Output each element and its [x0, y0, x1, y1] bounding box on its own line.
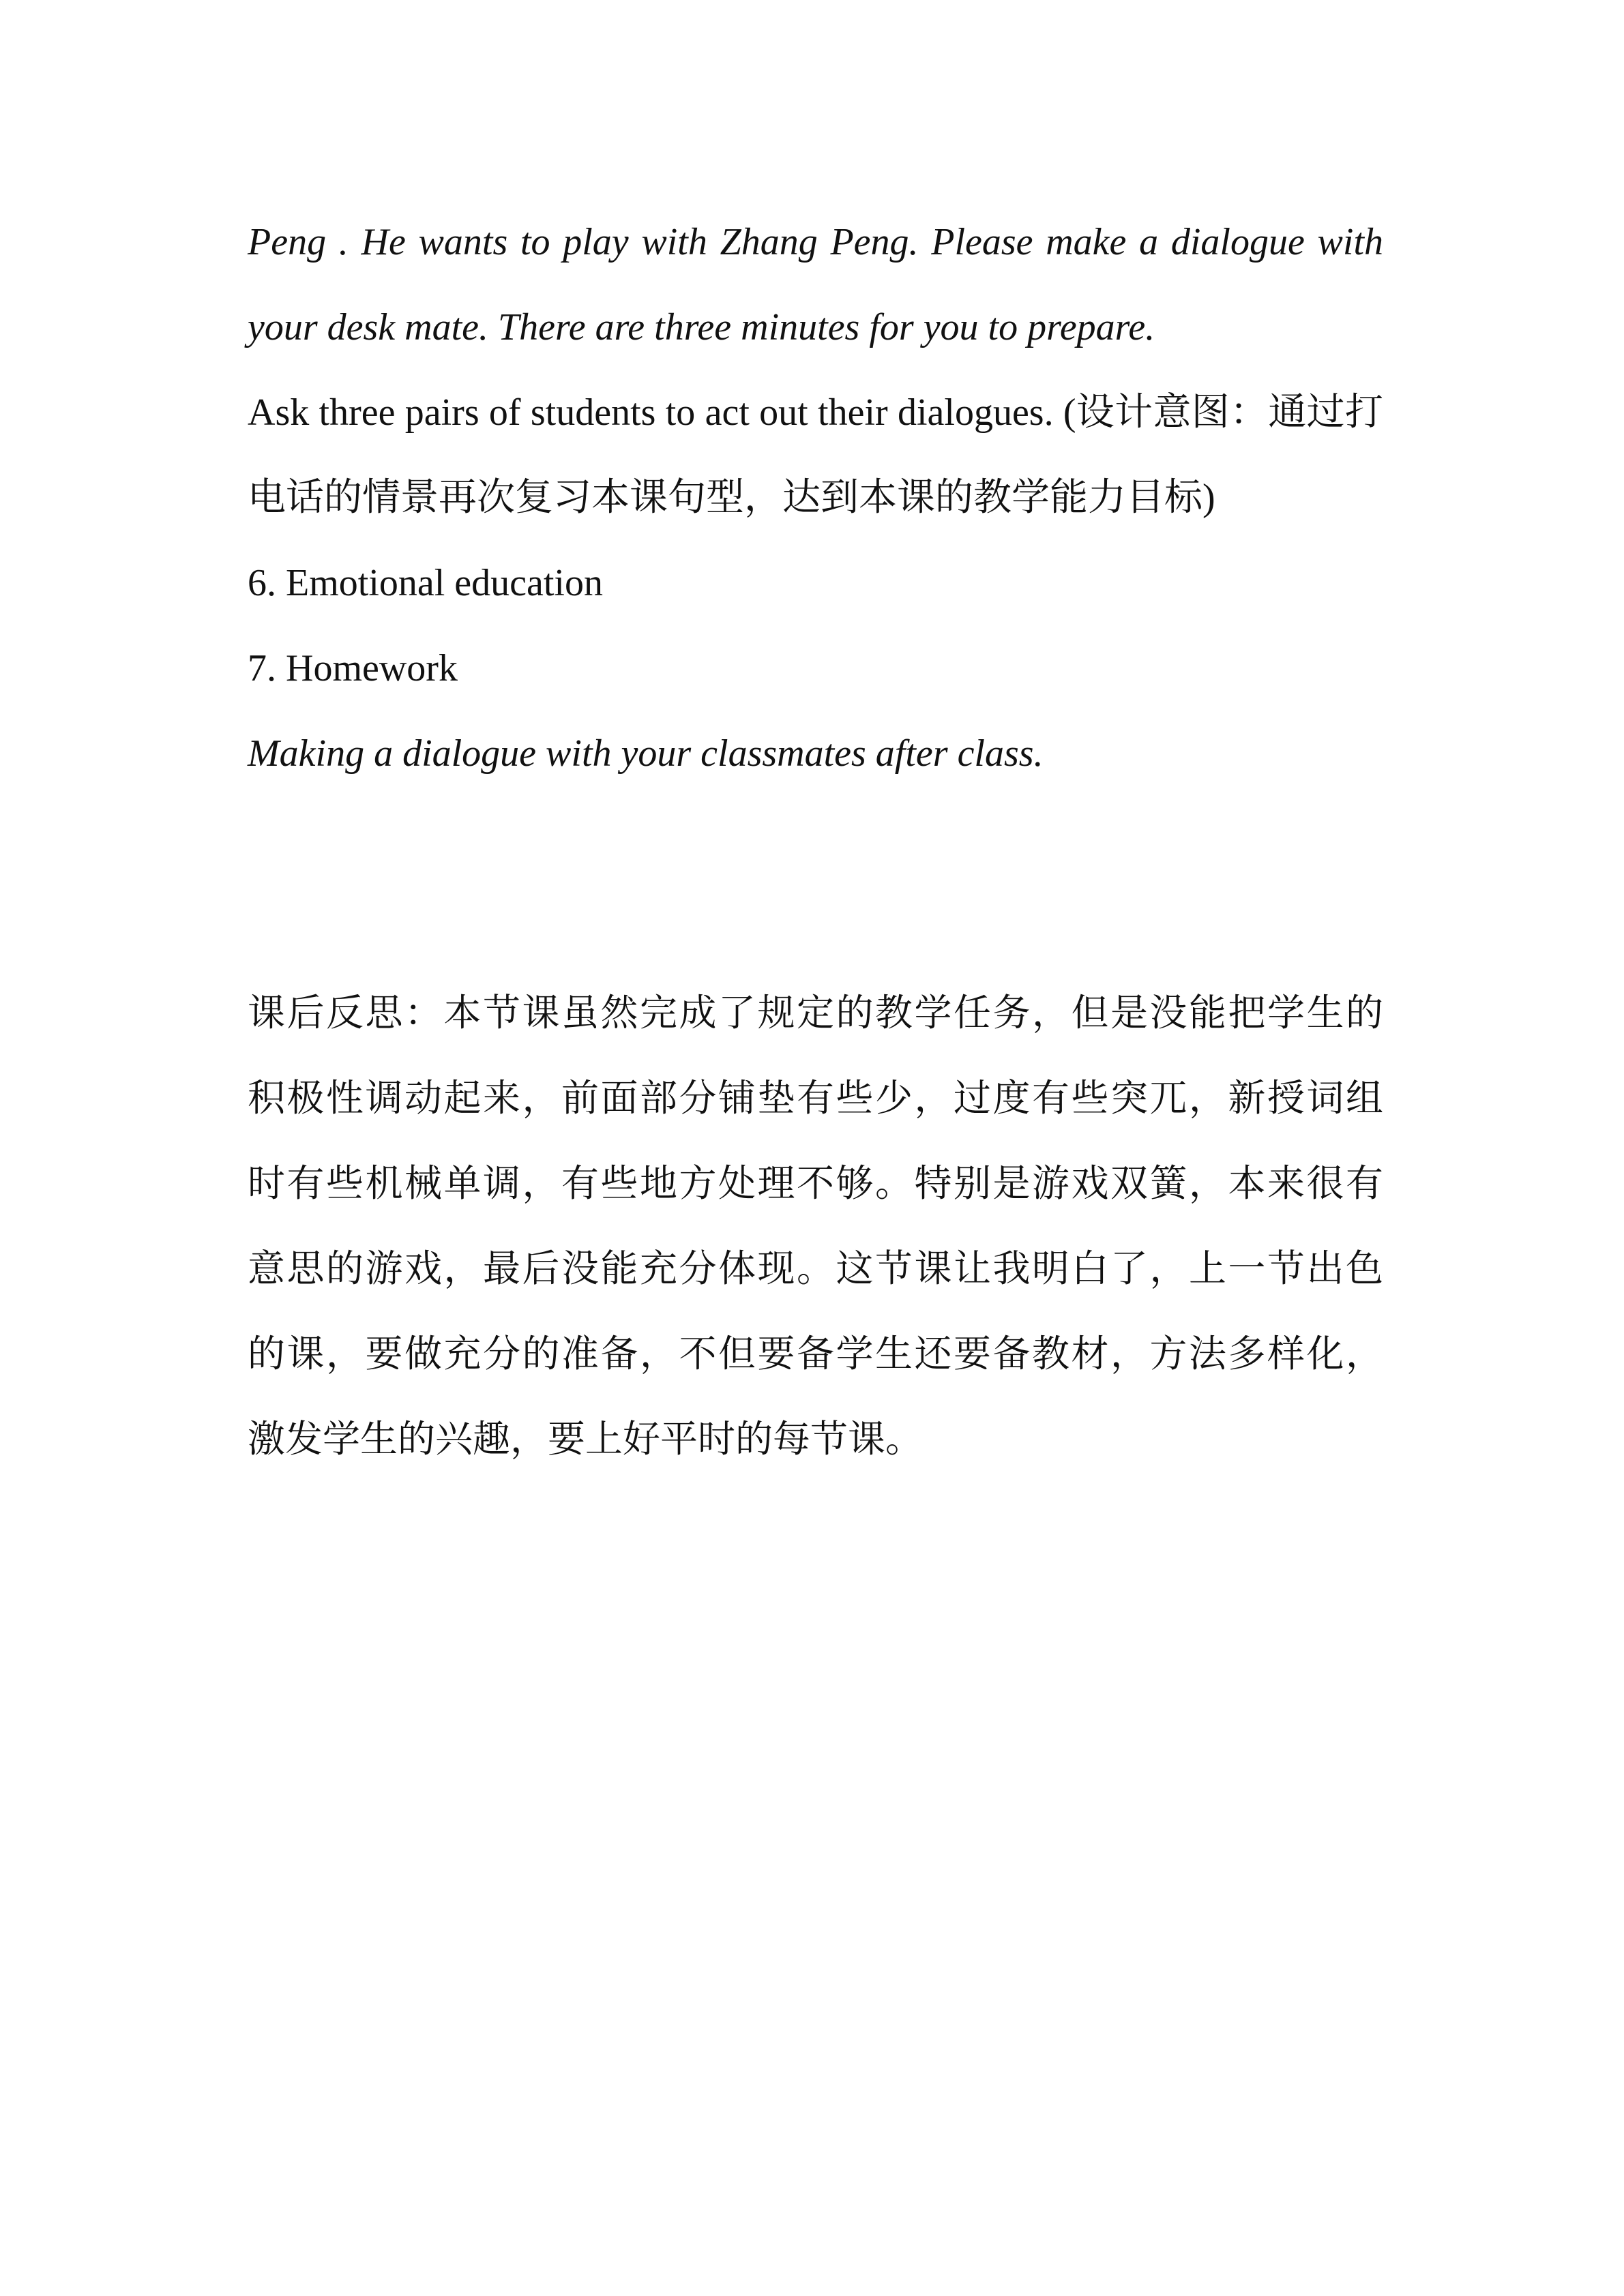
reflection-line: 课后反思：本节课虽然完成了规定的教学任务，但是没能把学生的	[248, 991, 1383, 1034]
reflection-line: 激发学生的兴趣，要上好平时的每节课。	[248, 1417, 924, 1461]
instruction-line-2: your desk mate. There are three minutes for you to prepare.	[248, 306, 1155, 348]
reflection-line: 意思的游戏，最后没能充分体现。这节课让我明白了，上一节出色	[248, 1247, 1383, 1290]
activity-line-2: 电话的情景再次复习本课句型，达到本课的教学能力目标)	[248, 477, 1215, 519]
activity-line-1: Ask three pairs of students to act out their dialogues. (设计意图：通过打	[248, 391, 1383, 434]
reflection-line: 积极性调动起来，前面部分铺垫有些少，过度有些突兀，新授词组	[248, 1076, 1383, 1120]
homework-text: Making a dialogue with your classmates after class.	[248, 732, 1044, 775]
reflection-line: 的课，要做充分的准备，不但要备学生还要备教材，方法多样化，	[248, 1332, 1383, 1375]
section-6-heading: 6. Emotional education	[248, 562, 603, 604]
reflection-line: 时有些机械单调，有些地方处理不够。特别是游戏双簧，本来很有	[248, 1161, 1383, 1205]
instruction-line-1: Peng . He wants to play with Zhang Peng. Please make a dialogue with	[248, 221, 1383, 263]
section-7-heading: 7. Homework	[248, 647, 458, 689]
